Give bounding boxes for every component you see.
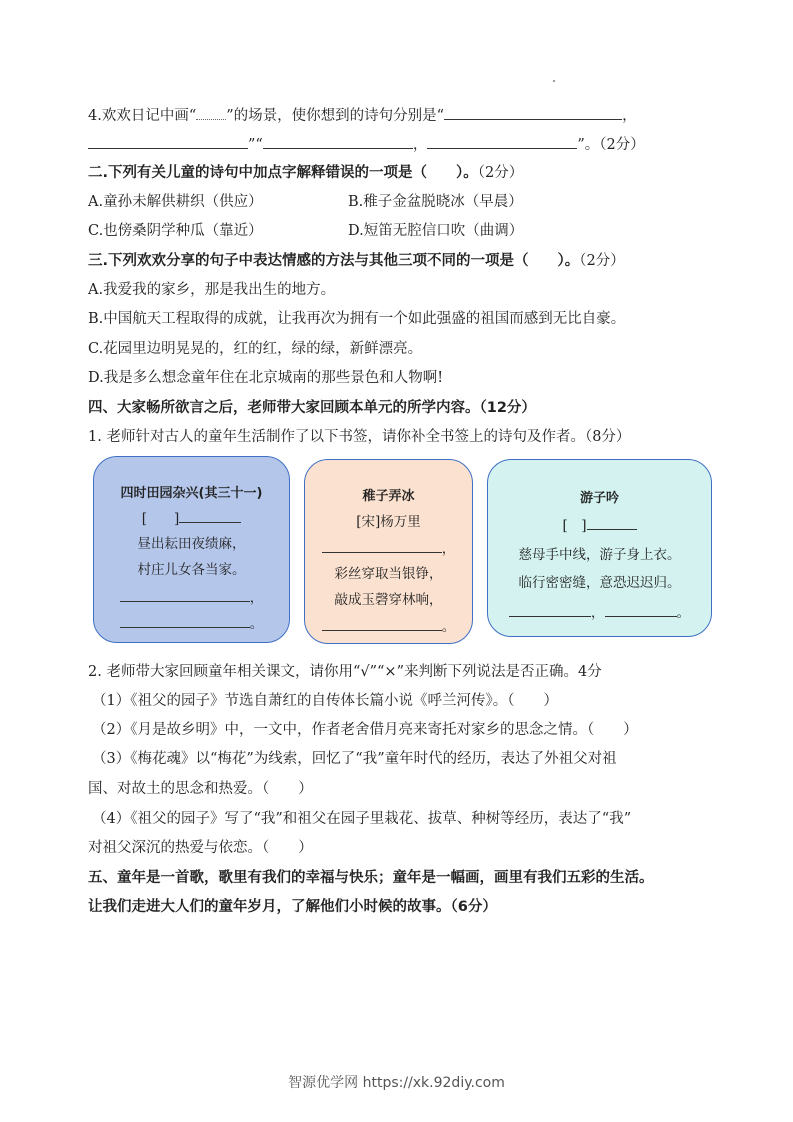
sec3-option-c: C.花园里边明晃晃的，红的红，绿的绿，新鲜漂亮。	[88, 341, 423, 357]
sec2-score: （2分）	[477, 165, 524, 181]
q4-blank-1[interactable]	[444, 105, 622, 120]
card2-author: [宋]杨万里	[356, 514, 421, 530]
card1-blank-1[interactable]	[120, 589, 250, 602]
card3-blank-1[interactable]	[509, 604, 591, 617]
judge-item-3: （3）《梅花魂》以“梅花”为线索，回忆了“我”童年时代的经历，表达了外祖父对祖	[92, 751, 617, 767]
card1-comma: ，	[249, 590, 264, 606]
card3-author-row	[488, 514, 711, 534]
card1-blank-row1	[94, 586, 289, 606]
q4-line2	[88, 134, 645, 155]
stray-dot	[553, 80, 555, 82]
judge-item-4-cont: 对祖父深沉的热爱与依恋。（ ）	[88, 840, 313, 856]
card2-comma: ，	[441, 541, 456, 557]
card2-line1: 彩丝穿取当银铮，	[334, 566, 443, 582]
q4-wavy-blank[interactable]	[196, 109, 226, 120]
sec3-option-b: B.中国航天工程取得的成就，让我再次为拥有一个如此强盛的祖国而感到无比自豪。	[88, 311, 626, 327]
q4-text-c: ，	[622, 108, 637, 124]
card1-author-line[interactable]	[179, 510, 241, 523]
sec4-q1: 1. 老师针对古人的童年生活制作了以下书签，请你补全书签上的诗句及作者。（8分）	[88, 429, 631, 445]
card2-line2: 敲成玉磬穿林响，	[334, 592, 443, 608]
sec2-option-a: A.童孙未解供耕织（供应）	[88, 194, 263, 210]
card2-blank-2[interactable]	[322, 618, 442, 631]
card1-line1: 昼出耘田夜绩麻，	[137, 536, 246, 552]
card3-line1: 慈母手中线，游子身上衣。	[518, 547, 681, 563]
card1-period: 。	[249, 616, 264, 632]
sec2-option-b: B.稚子金盆脱晓冰（早晨）	[348, 194, 523, 210]
sec2-question: 二.下列有关儿童的诗句中加点字解释错误的一项是（ ）。	[88, 165, 478, 181]
card2-period: 。	[441, 619, 456, 635]
card1-line2: 村庄儿女各当家。	[137, 562, 246, 578]
q4-text-a: 4.欢欢日记中画“	[88, 108, 197, 124]
sec4-title: 四、大家畅所欲言之后，老师带大家回顾本单元的所学内容。（12分）	[88, 400, 536, 416]
card3-line2: 临行密密缝，意恐迟迟归。	[518, 575, 681, 591]
card2-blank-row1	[305, 537, 472, 557]
card2-blank-1[interactable]	[322, 540, 442, 553]
q4-text-e: ，	[412, 137, 428, 153]
card2-blank-row2	[305, 615, 472, 635]
card1-author-row	[94, 507, 289, 527]
card1-author-blank[interactable]: [ ]	[141, 511, 180, 527]
q4-blank-2[interactable]	[88, 134, 248, 149]
judge-item-2: （2）《月是故乡明》中，一文中，作者老舍借月亮来寄托对家乡的思念之情。（ ）	[92, 722, 638, 738]
sec3-option-d: D.我是多么想念童年住在北京城南的那些景色和人物啊!	[88, 370, 444, 386]
card3-period: 。	[676, 605, 690, 621]
sec5-line2: 让我们走进大人们的童年岁月，了解他们小时候的故事。（6分）	[88, 899, 497, 915]
q4-text-d: ”“	[248, 137, 263, 153]
sec2-option-d: D.短笛无腔信口吹（曲调）	[348, 223, 524, 239]
q4-blank-3[interactable]	[263, 134, 413, 149]
q4-text-f: ”。（2分）	[577, 137, 645, 153]
sec2-title	[88, 163, 523, 183]
bookmark-card-2	[304, 459, 473, 644]
card3-author-line[interactable]	[587, 517, 637, 530]
card1-blank-row2	[94, 612, 289, 632]
card3-comma: ，	[591, 605, 605, 621]
card3-author-blank[interactable]: [ ]	[562, 518, 587, 534]
card1-title: 四时田园杂兴(其三十一)	[120, 486, 263, 501]
sec3-score: （2分）	[579, 253, 625, 269]
card3-title: 游子吟	[579, 491, 619, 506]
judge-item-4: （4）《祖父的园子》写了“我”和祖父在园子里栽花、拔草、种树等经历，表达了“我”	[92, 811, 632, 827]
judge-item-1: （1）《祖父的园子》节选自萧红的自传体长篇小说《呼兰河传》。（ ）	[92, 693, 558, 709]
card1-blank-2[interactable]	[120, 615, 250, 628]
card2-title: 稚子弄冰	[362, 489, 415, 504]
card3-blank-row	[488, 601, 711, 621]
q4-line1	[88, 105, 637, 126]
sec3-title	[88, 251, 625, 271]
footer-watermark: 智源优学网 https://xk.92diy.com	[288, 1075, 505, 1091]
sec5-line1: 五、童年是一首歌，歌里有我们的幸福与快乐；童年是一幅画，画里有我们五彩的生活。	[88, 870, 654, 886]
card3-blank-2[interactable]	[605, 604, 677, 617]
q4-text-b: ”的场景，使你想到的诗句分别是“	[226, 108, 445, 124]
bookmark-card-1	[93, 456, 290, 643]
judge-item-3-cont: 国、对故土的思念和热爱。（ ）	[88, 781, 313, 797]
sec3-question: 三.下列欢欢分享的句子中表达情感的方法与其他三项不同的一项是（ ）。	[88, 253, 580, 269]
bookmark-card-3	[487, 459, 712, 637]
sec2-option-c: C.也傍桑阴学种瓜（靠近）	[88, 223, 263, 239]
sec3-option-a: A.我爱我的家乡，那是我出生的地方。	[88, 282, 336, 298]
sec4-q2: 2. 老师带大家回顾童年相关课文，请你用“√”“×”来判断下列说法是否正确。4分	[88, 664, 602, 680]
q4-blank-4[interactable]	[427, 134, 577, 149]
